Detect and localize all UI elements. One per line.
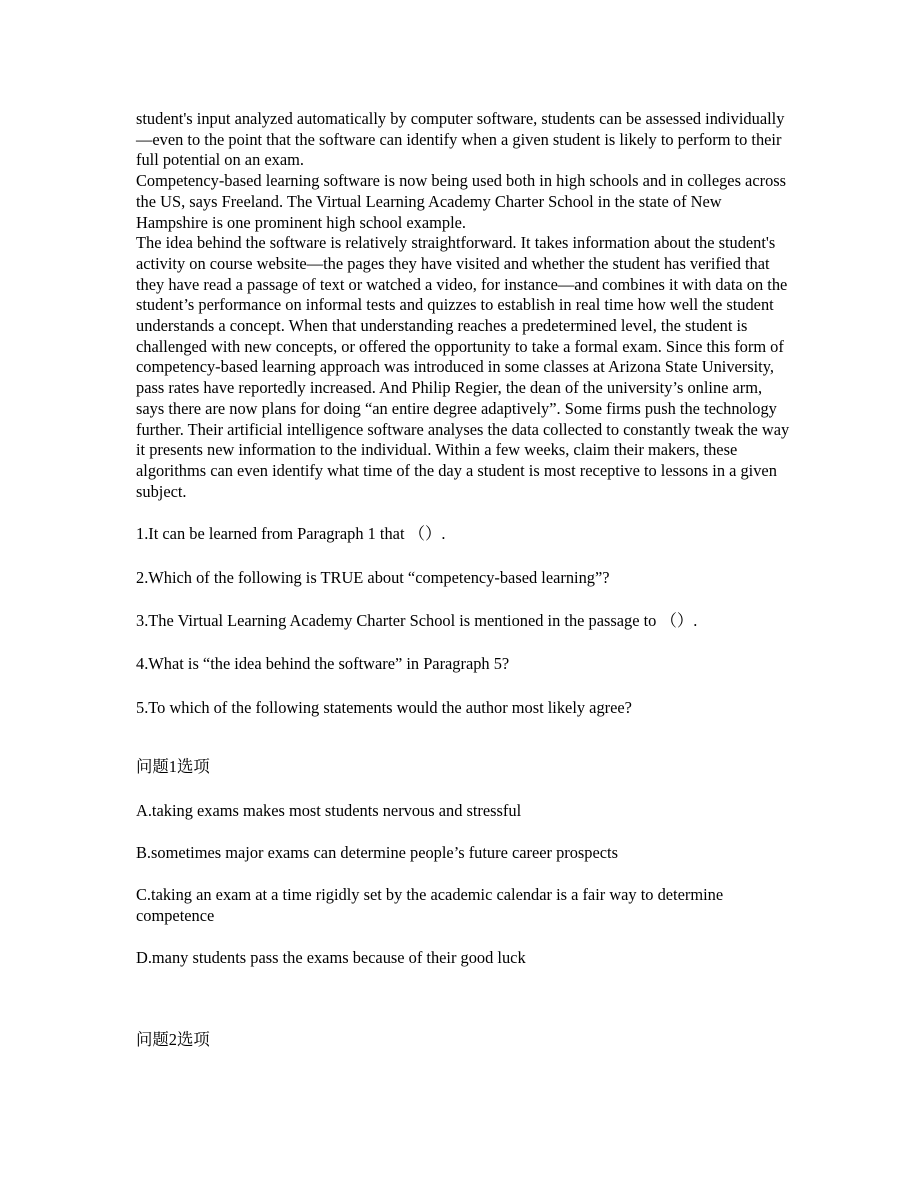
passage-paragraph: student's input analyzed automatically by computer software, students can be assessed individually—even to the point that the software can identify when a given student is likely to perform to their full potential on an exam. xyxy=(136,109,785,170)
option-item: D.many students pass the exams because of their good luck xyxy=(136,947,526,967)
question-item: 1.It can be learned from Paragraph 1 that （）. xyxy=(136,524,446,544)
reading-passage xyxy=(136,109,792,502)
question-item: 2.Which of the following is TRUE about “competency-based learning”? xyxy=(136,567,610,587)
option-item: C.taking an exam at a time rigidly set by the academic calendar is a fair way to determine competence xyxy=(136,884,724,925)
question-list xyxy=(136,524,792,718)
passage-paragraph: The idea behind the software is relatively straightforward. It takes information about the student's activity on course website—the pages they have visited and whether the student has verified that they have read a passage of text or watched a video, for instance—and combines it with data on the student’s performance on informal tests and quizzes to establish in real time how well the student understands a concept. When that understanding reaches a predetermined level, the student is challenged with new concepts, or offered the opportunity to take a formal exam. Since this form of competency-based learning approach was introduced in some classes at Arizona State University, pass rates have reportedly increased. And Philip Regier, the dean of the university’s online arm, says there are now plans for doing “an entire degree adaptively”. Some firms push the technology further. Their artificial intelligence software analyses the data collected to constantly tweak the way it presents new information to the individual. Within a few weeks, claim their makers, these algorithms can even identify what time of the day a student is most receptive to lessons in a given subject. xyxy=(136,233,790,501)
passage-paragraph: Competency-based learning software is now being used both in high schools and in colleges across the US, says Freeland. The Virtual Learning Academy Charter School in the state of New Hampshire is one prominent high school example. xyxy=(136,171,787,232)
option-group-2 xyxy=(136,1030,792,1051)
question-item: 5.To which of the following statements would the author most likely agree? xyxy=(136,697,632,717)
question-item: 4.What is “the idea behind the software” in Paragraph 5? xyxy=(136,654,510,674)
option-group-heading: 问题2选项 xyxy=(136,1030,210,1050)
option-group-heading: 问题1选项 xyxy=(136,757,210,777)
option-item: A.taking exams makes most students nervous and stressful xyxy=(136,800,522,820)
question-item: 3.The Virtual Learning Academy Charter School is mentioned in the passage to （）. xyxy=(136,610,698,630)
document-page xyxy=(136,109,792,1051)
option-group-1 xyxy=(136,757,792,968)
option-item: B.sometimes major exams can determine people’s future career prospects xyxy=(136,842,618,862)
